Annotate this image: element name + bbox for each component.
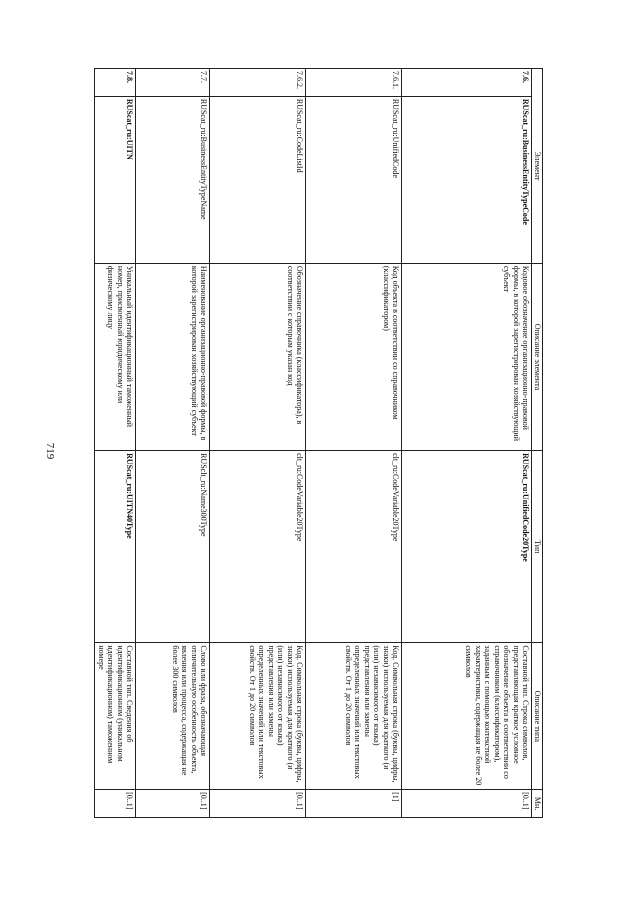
row-element: RUScat_ru:UnifiedCode	[306, 96, 402, 263]
row-number: 7.7.	[136, 69, 210, 97]
table-row	[210, 69, 306, 818]
table-row	[402, 69, 532, 818]
row-mult: [0..1]	[136, 790, 210, 818]
row-type: RUSclt_ru:Name300Type	[136, 451, 210, 643]
row-mult: [0..1]	[402, 790, 532, 818]
row-type-desc: Код. Символьная строка (буквы, цифры, знаки) используемая для краткого (и (или) независимого от языка) представления или замены определенных значений или текстовых свойств. От 1 до 20 символов	[306, 643, 402, 790]
row-type-desc: Слово или фраза, обозначающая отличительную особенность объекта, явления или процесса, содержащая не более 300 символов	[136, 643, 210, 790]
rotated-table	[96, 68, 543, 818]
rotated-table-container	[96, 68, 543, 818]
row-type: RUScat_ru:UnifiedCode20Type	[402, 451, 532, 643]
spec-table	[94, 68, 543, 818]
header-type-desc: Описание типа	[532, 643, 543, 790]
table-row	[306, 69, 402, 818]
row-element: RUScat_ru:BusinessEntityTypeName	[136, 96, 210, 263]
row-type-desc: Составной тип. Сведения об идентификационном (уникальном идентификационном) таможенном номере	[95, 643, 136, 790]
row-element-desc: Обозначение справочника (классификатора), в соответствии с которым указан код	[210, 263, 306, 450]
row-element: RUScat_ru:CodeListId	[210, 96, 306, 263]
row-element-desc: Кодовое обозначение организационно-правовой формы, в которой зарегистрирован хозяйствующий субъект	[402, 263, 532, 450]
page-number: 719	[44, 442, 56, 460]
row-element: RUScat_ru:UITN	[95, 96, 136, 263]
row-element-desc: Наименование организационно-правовой формы, в которой зарегистрирован хозяйствующий субъект	[136, 263, 210, 450]
header-element: Элемент	[532, 69, 543, 264]
row-type: RUScat_ru:UITN40Type	[95, 451, 136, 643]
row-type-desc: Составной тип. Строка символов, представляющая краткое условное обозначение объекта в соответствии со справочником (классификатором), заданным с помощью контекстной характеристики, содержащая не более 20 символов	[402, 643, 532, 790]
row-mult: [0..1]	[210, 790, 306, 818]
row-element: RUScat_ru:BusinessEntityTypeCode	[402, 96, 532, 263]
row-mult: [0..1]	[95, 790, 136, 818]
row-number: 7.6.2.	[210, 69, 306, 97]
row-number: 7.6.1.	[306, 69, 402, 97]
header-type: Тип	[532, 451, 543, 643]
row-type: clt_ru:CodeVariable20Type	[306, 451, 402, 643]
table-header-row	[532, 69, 543, 818]
row-type: clt_ru:CodeVariable20Type	[210, 451, 306, 643]
row-element-desc: Код объекта в соответствии со справочником (классификатором)	[306, 263, 402, 450]
header-element-desc: Описание элемента	[532, 263, 543, 450]
row-mult: [1]	[306, 790, 402, 818]
table-row	[136, 69, 210, 818]
table-row	[95, 69, 136, 818]
row-number: 7.8.	[95, 69, 136, 97]
row-number: 7.6.	[402, 69, 532, 97]
row-element-desc: Уникальный идентификационный таможенный номер, присвоенный юридическому или физическому лицу	[95, 263, 136, 450]
header-mult: Мн.	[532, 790, 543, 818]
row-type-desc: Код. Символьная строка (буквы, цифры, знаки) используемая для краткого (и (или) независимого от языка) представления или замены определенных значений или текстовых свойств. От 1 до 20 символов	[210, 643, 306, 790]
